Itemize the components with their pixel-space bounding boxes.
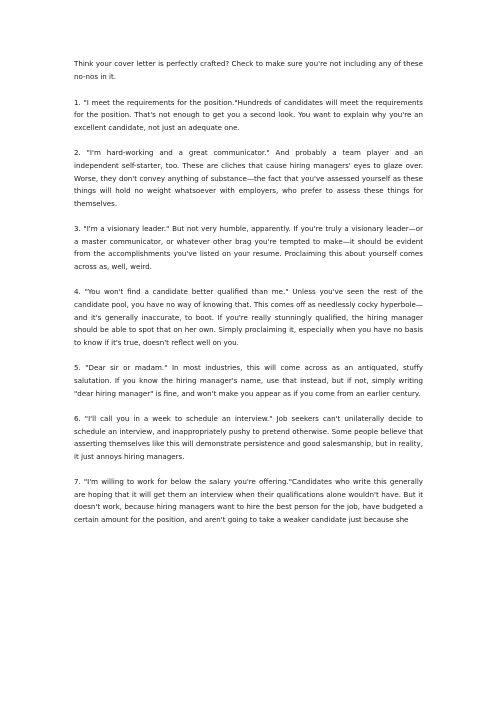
list-item-5: 5. "Dear sir or madam." In most industries, this will come across as an antiquated, stuffy salutation. If you know the hiring manager's name, use that instead, but if not, simply writing "dear hiring manager" is fine, and won't make you appear as if you come from an earlier century. (74, 363, 423, 398)
list-item-7: 7. "I'm willing to work for below the salary you're offering."Candidates who write this generally are hoping that it will get them an interview when their qualifications alone wouldn't have. But it doesn't work, because hiring managers want to hire the best person for the job, have budgeted a certain amount for the position, and aren't going to take a weaker candidate just because she (74, 477, 423, 525)
list-item-3: 3. "I'm a visionary leader." But not very humble, apparently. If you're truly a visionary leader—or a master communicator, or whatever other brag you're tempted to make—it should be evident from the accomplishments you've listed on your resume. Proclaiming this about yourself comes across as, well, weird. (74, 224, 423, 271)
list-item-2: 2. "I'm hard-working and a great communicator." And probably a team player and an independent self-starter, too. These are cliches that cause hiring managers' eyes to glaze over. Worse, they don't convey anything of substance—the fact that you've assessed yourself as these things will hold no weight whatsoever with employers, who prefer to assess these things for themselves. (74, 148, 423, 208)
list-item-6: 6. "I'll call you in a week to schedule an interview." Job seekers can't unilaterally decide to schedule an interview, and inappropriately pushy to pretend otherwise. Some people believe that asserting themselves like this will demonstrate persistence and good salesmanship, but in reality, it just annoys hiring managers. (74, 414, 423, 461)
list-item-1: 1. "I meet the requirements for the position."Hundreds of candidates will meet the requirements for the position. That's not enough to get you a second look. You want to explain why you're an excellent candidate, not just an adequate one. (74, 97, 423, 132)
list-item-4: 4. "You won't find a candidate better qualified than me." Unless you've seen the rest of the candidate pool, you have no way of knowing that. This comes off as needlessly cocky hyperbole—and it's generally inaccurate, to boot. If you're really stunningly qualified, the hiring manager should be able to spot that on her own. Simply proclaiming it, especially when you have no basis to know if it's true, doesn't reflect well on you. (74, 287, 423, 347)
document-body (74, 58, 423, 540)
intro-paragraph: Think your cover letter is perfectly crafted? Check to make sure you're not including any of these no-nos in it. (74, 59, 423, 81)
